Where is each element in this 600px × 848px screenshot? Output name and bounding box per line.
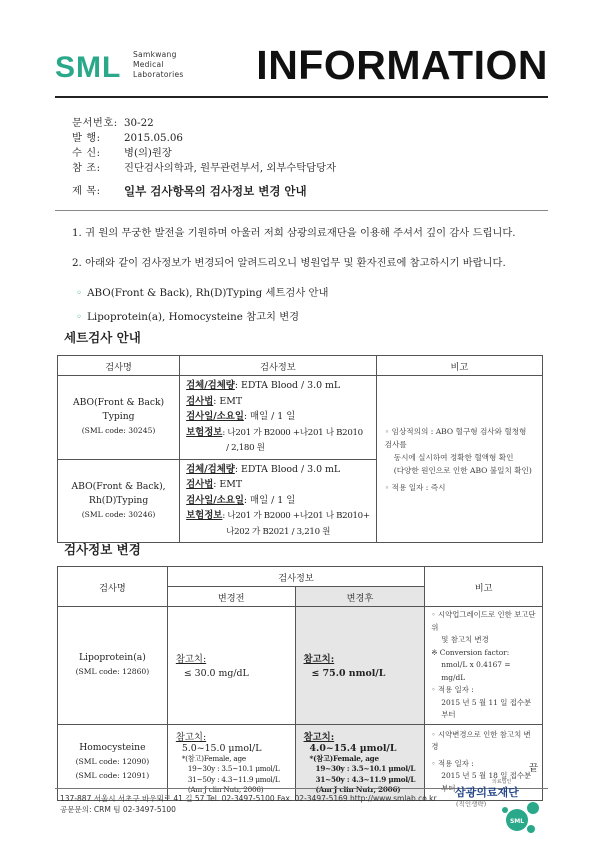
org-seal-note: (직인생략) bbox=[456, 800, 487, 808]
column-header-after: 변경후 bbox=[295, 587, 425, 607]
page-title: INFORMATION bbox=[256, 42, 548, 88]
logo-abbr: SML bbox=[55, 51, 122, 82]
sml-logo-icon bbox=[55, 50, 129, 82]
meta-issued: 발 행: 2015.05.06 bbox=[72, 132, 183, 144]
logo-text bbox=[133, 50, 184, 80]
after-cell: 참고치: 4.0~15.4 μmol/L *(참고)Female, age 19~30y : 3.5~10.1 μmol/L 31~50y : 4.3~11.9 μmol/L (Am J clin Nutr, 2006) bbox=[295, 724, 425, 800]
test-name-cell: ABO(Front & Back), Rh(D)Typing (SML code: 30246) bbox=[58, 459, 180, 543]
table-row bbox=[58, 607, 543, 725]
column-header: 검사정보 bbox=[167, 567, 424, 587]
test-name-cell: ABO(Front & Back) Typing (SML code: 30245) bbox=[58, 376, 180, 460]
meta-doc-no: 문서번호: 30-22 bbox=[72, 117, 154, 129]
section-title-set: 세트검사 안내 bbox=[64, 330, 141, 345]
note-cell: ◦ 시약업그레이드로 인한 보고단위 및 참고치 변경 ※ Conversion factor: nmol/L x 0.4167 = mg/dL ◦ 적용 일자 : 2015 년 5 월 11 일 접수분부터 bbox=[425, 607, 543, 725]
paragraph-2: 2. 아래와 같이 검사정보가 변경되어 알려드리오니 병원업무 및 환자진료에 참고하시기 바랍니다. bbox=[72, 257, 506, 269]
before-cell: 참고치: ≤ 30.0 mg/dL bbox=[167, 607, 295, 725]
footer bbox=[60, 793, 437, 815]
seal-text: SML bbox=[509, 818, 525, 825]
table-row bbox=[58, 376, 543, 460]
bullet-icon: ◦ bbox=[76, 311, 83, 323]
column-header: 비고 bbox=[425, 567, 543, 607]
end-mark: 끝 bbox=[528, 763, 538, 774]
footer-contact: 공문문의: CRM 팀 02-3497-5100 bbox=[60, 805, 176, 814]
test-name-cell: Lipoprotein(a) (SML code: 12860) bbox=[58, 607, 168, 725]
bullet-icon: ◦ bbox=[76, 287, 83, 299]
org-name: 삼광의료재단 bbox=[455, 786, 519, 799]
logo-line-3: Laboratories bbox=[133, 70, 184, 79]
bullet-item: ◦ Lipoprotein(a), Homocysteine 참고치 변경 bbox=[76, 311, 300, 323]
test-info-cell: 검체/검체량: EDTA Blood / 3.0 mL 검사법: EMT 검사일/소요일: 매일 / 1 일 보험정보: 나201 가 B2000 +나201 나 B2010+ 나202 가 B2021 / 3,210 원 bbox=[180, 459, 377, 543]
body-text bbox=[72, 226, 562, 334]
test-name-cell: Homocysteine (SML code: 12090) (SML code: 12091) bbox=[58, 724, 168, 800]
meta-recipient: 수 신: 병(의)원장 bbox=[72, 147, 172, 159]
header-divider bbox=[55, 96, 548, 98]
footer-address: 137-887 서울시 서초구 바우뫼로 41 길 57 Tel. 02-3497-5100 Fax. 02-3497-5169 http://www.smlab.co.kr bbox=[60, 794, 437, 803]
column-header: 검사정보 bbox=[180, 356, 377, 376]
before-cell: 참고치: 5.0~15.0 μmol/L *(참고)Female, age 19~30y : 3.5~10.1 μmol/L 31~50y : 4.3~11.9 μmol/L (Am J clin Nutr, 2006) bbox=[167, 724, 295, 800]
meta-cc: 참 조: 진단검사의학과, 원무관련부서, 외부수탁담당자 bbox=[72, 162, 337, 174]
meta-divider bbox=[55, 210, 548, 211]
section-title-change: 검사정보 변경 bbox=[64, 542, 141, 557]
column-header-before: 변경전 bbox=[167, 587, 295, 607]
logo-line-1: Samkwang bbox=[133, 50, 177, 59]
org-tag: 의료법인 bbox=[492, 779, 512, 785]
meta-subject: 제 목: 일부 검사항목의 검사정보 변경 안내 bbox=[72, 184, 307, 198]
change-table bbox=[57, 566, 543, 801]
column-header: 검사명 bbox=[58, 567, 168, 607]
set-note-cell: ◦ 임상적의의 : ABO 혈구형 검사와 혈청형 검사를 동시에 실시하여 정확한 혈액형 확인 (다양한 원인으로 인한 ABO 불일치 확인) ◦ 적용 일자 : 즉시 bbox=[376, 376, 542, 543]
after-cell: 참고치: ≤ 75.0 nmol/L bbox=[295, 607, 425, 725]
note-cell: ◦ 시약변경으로 인한 참고치 변경 ◦ 적용 일자 : 2015 년 5 월 18 일 접수분부터 bbox=[425, 724, 543, 800]
column-header: 비고 bbox=[376, 356, 542, 376]
table-header-row bbox=[58, 567, 543, 587]
set-test-table bbox=[57, 355, 543, 543]
test-info-cell: 검체/검체량: EDTA Blood / 3.0 mL 검사법: EMT 검사일/소요일: 매일 / 1 일 보험정보: 나201 가 B2000 +나201 나 B2010 / 2,180 원 bbox=[180, 376, 377, 460]
document-meta bbox=[72, 116, 336, 199]
column-header: 검사명 bbox=[58, 356, 180, 376]
paragraph-1: 1. 귀 원의 무궁한 발전을 기원하며 아울러 저희 삼광의료재단을 이용해 주셔서 깊이 감사 드립니다. bbox=[72, 227, 516, 239]
logo-line-2: Medical bbox=[133, 60, 164, 69]
table-header-row bbox=[58, 356, 543, 376]
bullet-item: ◦ ABO(Front & Back), Rh(D)Typing 세트검사 안내 bbox=[76, 287, 329, 299]
